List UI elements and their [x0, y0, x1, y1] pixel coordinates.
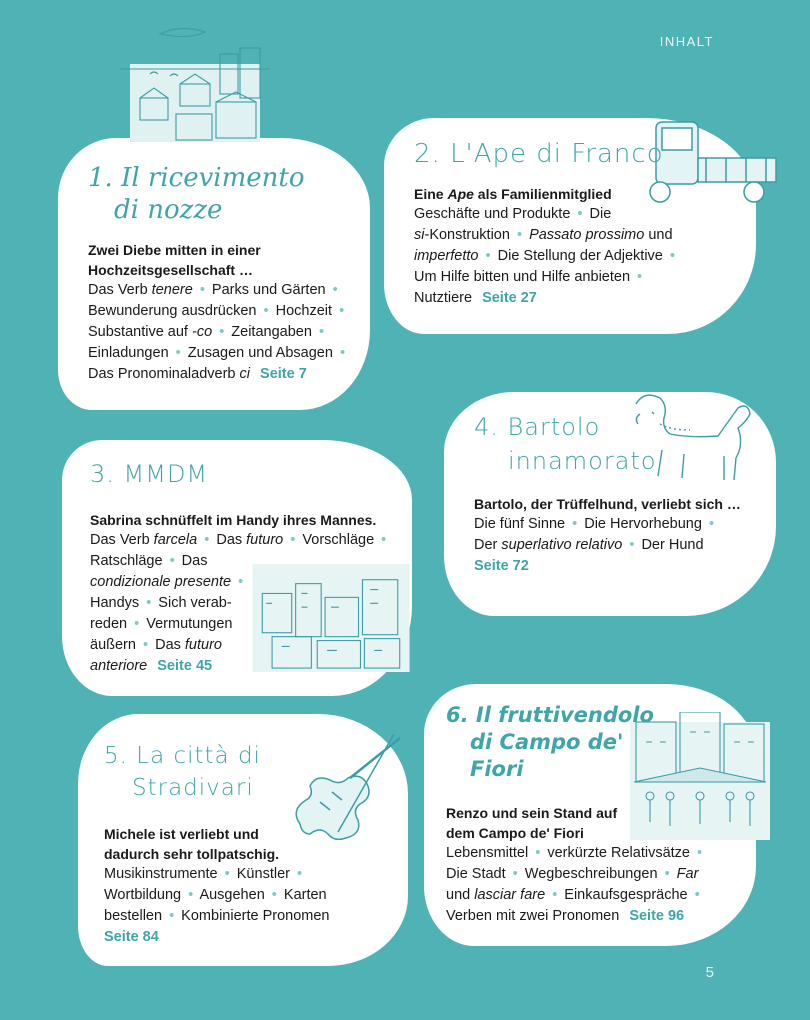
bullet-separator: • [219, 324, 225, 340]
bullet-separator: • [697, 845, 703, 861]
chapter-4-lead: Bartolo, der Trüffelhund, verliebt sich … [474, 496, 741, 512]
bullet-separator: • [637, 269, 643, 285]
chapter-6-title: 6. Il fruttivendolo di Campo de' Fiori [446, 703, 654, 781]
page-number: 5 [705, 964, 714, 981]
chapter-5-topics: Musikinstrumente • Künstler • Wortbildung • Ausgehen • Karten bestellen • Kombinierte Pronomen Seite 84 [104, 866, 330, 945]
chapter-6-topics: Lebensmittel • verkürzte Relativsätze • Die Stadt • Wegbeschreibungen • Far und lasciar fare • Einkaufsgespräche • Verben mit zwei Pronomen Seite 96 [446, 845, 703, 924]
chapter-1-topics: Das Verb tenere • Parks und Gärten • Bewunderung ausdrücken • Hochzeit • Substantive auf -co • Zeitangaben • Einladungen • Zusagen und Absagen • Das Pronominaladverb ci Seite 7 [88, 282, 346, 382]
chapter-6 [446, 702, 746, 927]
bullet-separator: • [271, 887, 277, 903]
bullet-separator: • [535, 845, 541, 861]
bullet-separator: • [381, 532, 387, 548]
chapter-3-lead: Sabrina schnüffelt im Handy ihres Mannes. [90, 512, 377, 528]
chapter-4 [474, 410, 764, 577]
bullet-separator: • [339, 345, 346, 361]
bullet-separator: • [296, 866, 303, 882]
chapter-1-page-link[interactable]: Seite 7 [260, 366, 307, 382]
bullet-separator: • [169, 908, 175, 924]
bullet-separator: • [339, 303, 345, 319]
bullet-separator: • [146, 595, 152, 611]
bullet-separator: • [318, 324, 325, 340]
chapter-1 [88, 162, 364, 385]
bullet-separator: • [708, 516, 715, 532]
bullet-separator: • [669, 248, 675, 264]
bullet-separator: • [204, 532, 210, 548]
bullet-separator: • [238, 574, 244, 590]
chapter-6-lead: Renzo und sein Stand auf dem Campo de' Fiori [446, 805, 618, 841]
coastal-village-icon [120, 14, 270, 144]
chapter-3-title: 3. MMDM [90, 460, 209, 488]
chapter-2-page-link[interactable]: Seite 27 [482, 290, 537, 306]
bullet-separator: • [552, 887, 558, 903]
bullet-separator: • [572, 516, 578, 532]
bullet-separator: • [577, 206, 583, 222]
bullet-separator: • [332, 282, 338, 298]
chapter-6-page-link[interactable]: Seite 96 [629, 908, 685, 924]
bullet-separator: • [199, 282, 205, 298]
chapter-3 [90, 458, 400, 677]
bullet-separator: • [629, 537, 635, 553]
chapter-4-title: 4. Bartolo innamorato [474, 413, 657, 475]
chapter-2 [414, 138, 714, 309]
bullet-separator: • [142, 637, 149, 653]
bullet-separator: • [134, 616, 140, 632]
bullet-separator: • [169, 553, 175, 569]
chapter-1-title [88, 162, 364, 226]
chapter-1-title-line-1: 1. Il ricevimento [88, 163, 305, 193]
chapter-2-lead: Eine Ape als Familienmitglied [414, 186, 612, 202]
chapter-5-page-link[interactable]: Seite 84 [104, 929, 159, 945]
chapter-5-lead: Michele ist verliebt und dadurch sehr tollpatschig. [104, 826, 280, 862]
bullet-separator: • [175, 345, 181, 361]
chapter-3-page-link[interactable]: Seite 45 [157, 658, 213, 674]
chapter-2-topics: Geschäfte und Produkte • Die si-Konstruktion • Passato prossimo und imperfetto • Die Stellung der Adjektive • Um Hilfe bitten und Hilfe anbieten • Nutztiere Seite 27 [414, 206, 675, 306]
chapter-4-topics: Die fünf Sinne • Die Hervorhebung • Der superlativo relativo • Der Hund Seite 72 [474, 516, 715, 574]
chapter-2-title: 2. L'Ape di Franco [414, 139, 664, 169]
header-label: INHALT [659, 34, 714, 49]
chapter-5 [104, 740, 394, 948]
bullet-separator: • [512, 866, 518, 882]
chapter-3-topics: Das Verb farcela • Das futuro • Vorschläge • Ratschläge • Das condizionale presente • Handys • Sich verab- reden • Vermutungen äußern • Das futuro anteriore Seite 45 [90, 532, 387, 674]
bullet-separator: • [224, 866, 230, 882]
bullet-separator: • [485, 248, 491, 264]
bullet-separator: • [516, 227, 523, 243]
bullet-separator: • [664, 866, 670, 882]
chapter-4-page-link[interactable]: Seite 72 [474, 558, 529, 574]
bullet-separator: • [694, 887, 700, 903]
bullet-separator: • [188, 887, 194, 903]
bullet-separator: • [263, 303, 269, 319]
chapter-5-title: 5. La città di Stradivari [104, 743, 261, 801]
chapter-1-title-line-2: di nozze [114, 195, 223, 225]
chapter-1-lead: Zwei Diebe mitten in einer Hochzeitsgesellschaft … [88, 242, 261, 278]
bullet-separator: • [290, 532, 296, 548]
